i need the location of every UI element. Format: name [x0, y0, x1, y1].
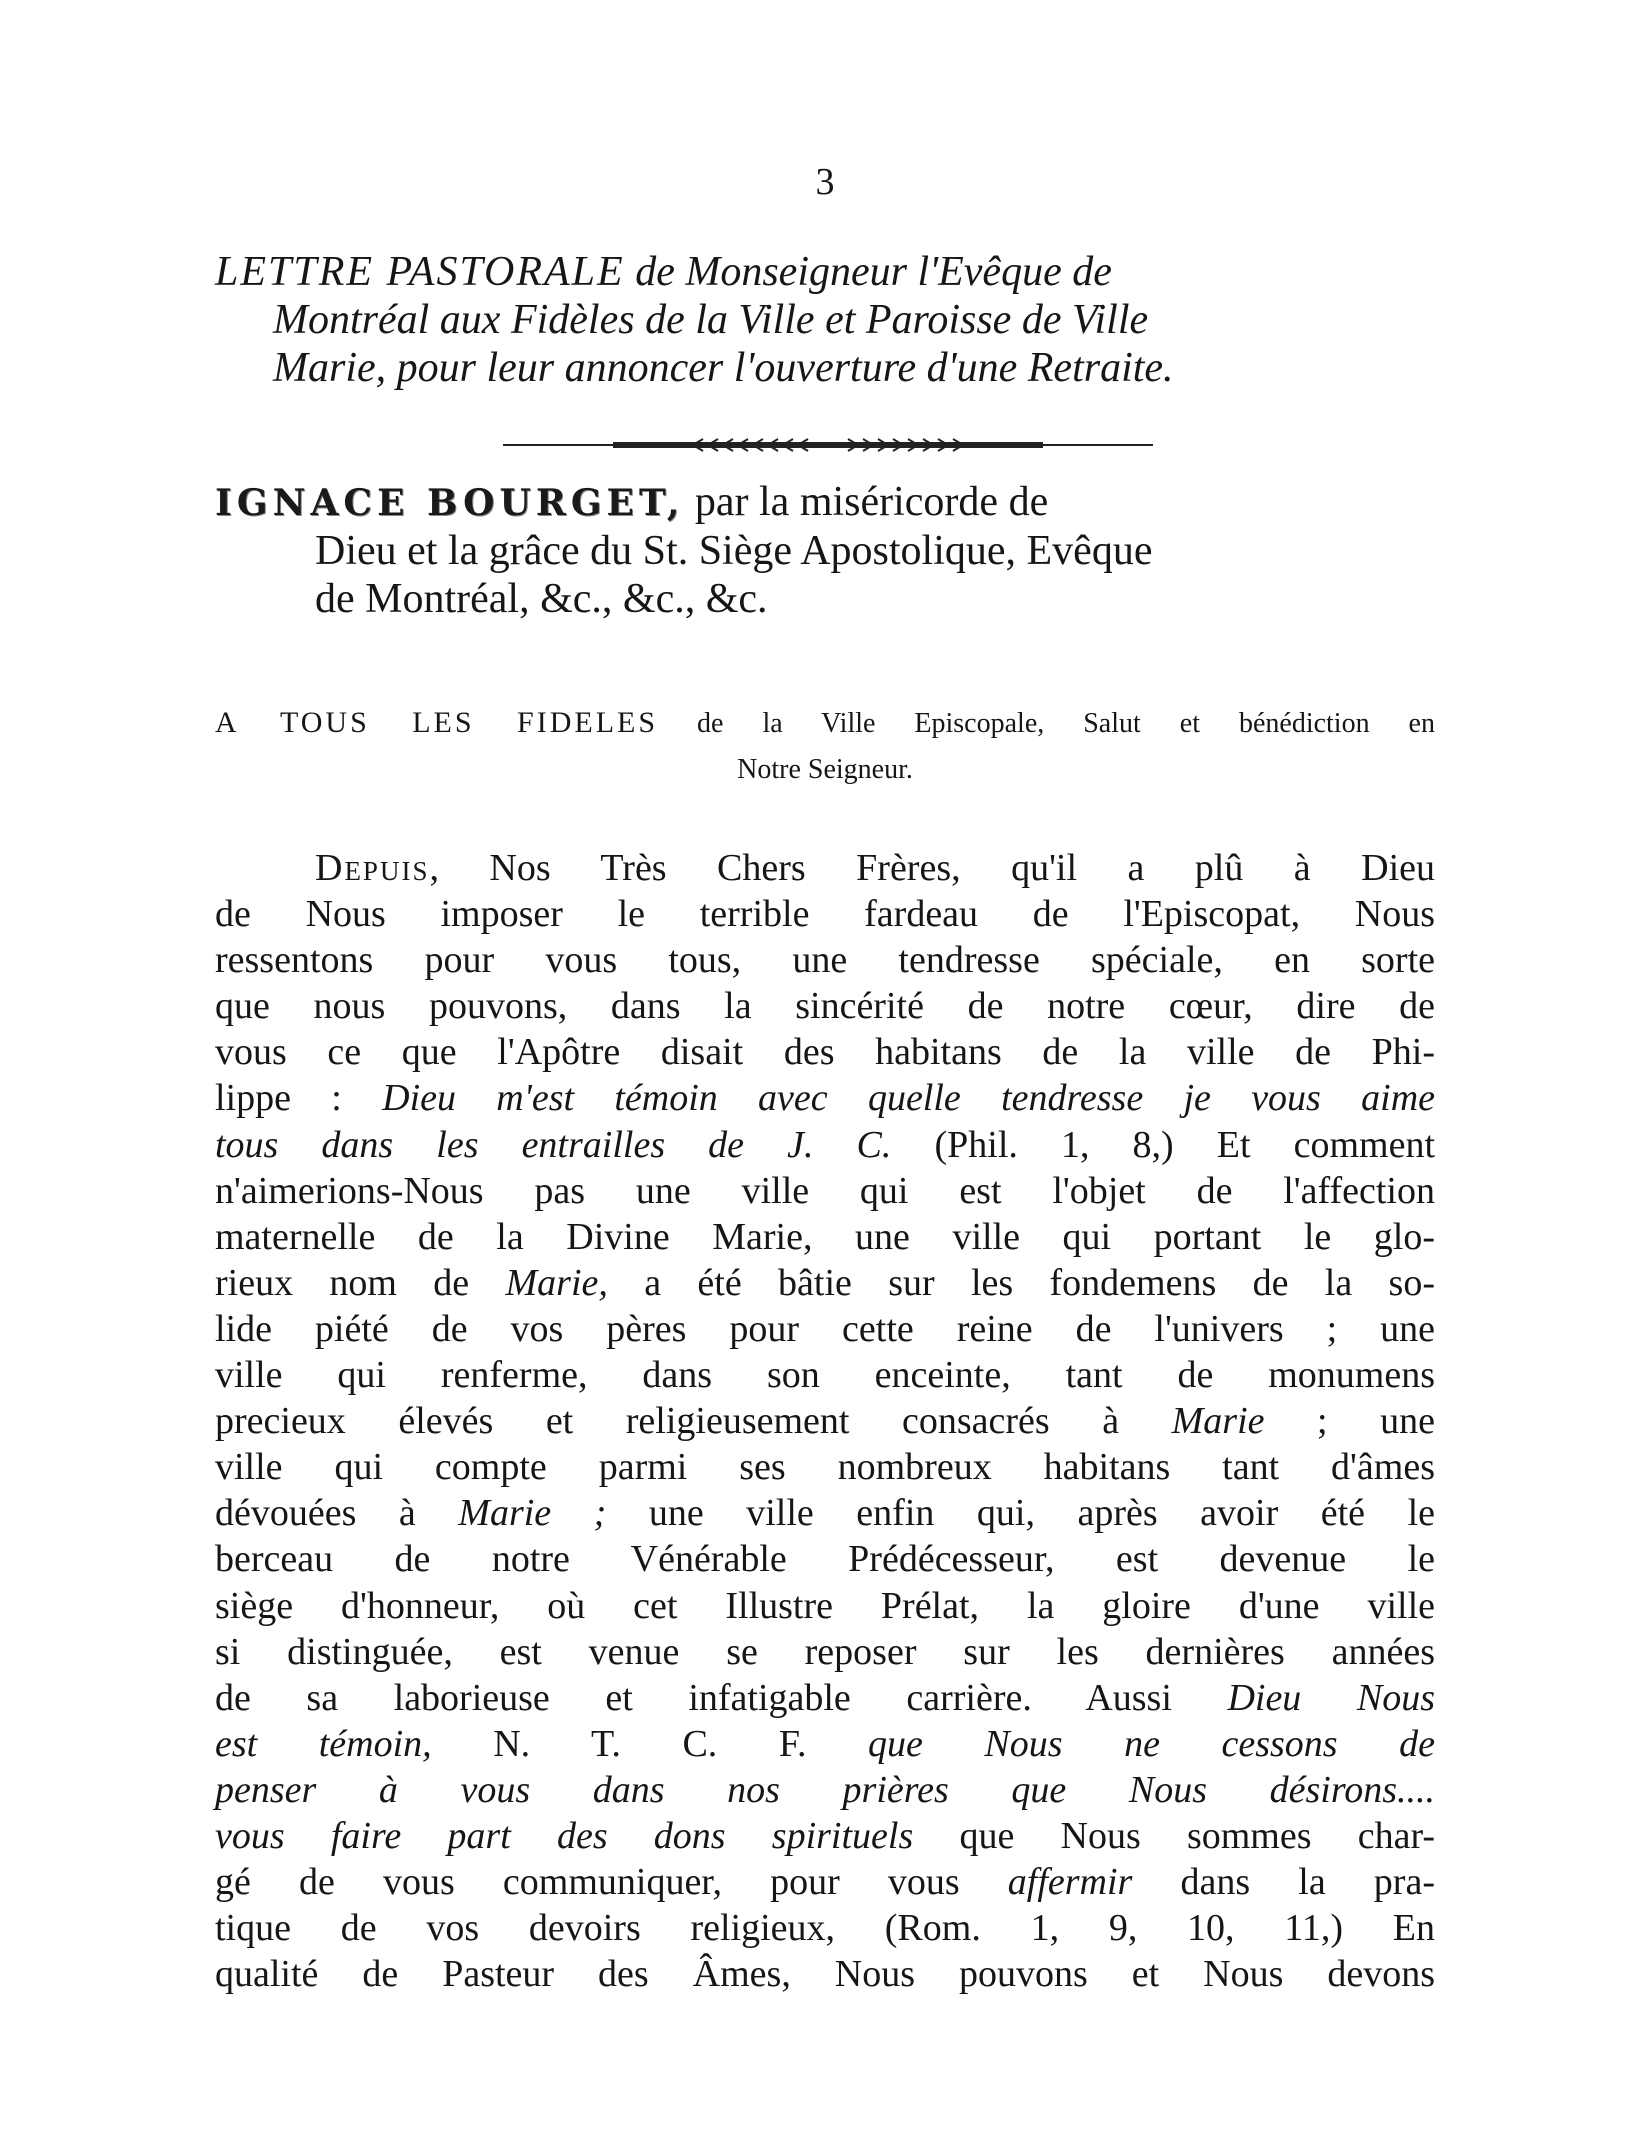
body-line	[215, 1029, 1435, 1075]
body-text-segment: a été bâtie sur les fondemens de la so-	[607, 1261, 1435, 1304]
body-line	[215, 937, 1435, 983]
body-text-segment: dans la pra-	[1132, 1861, 1435, 1904]
body-line	[215, 1490, 1435, 1536]
address-line-2: Notre Seigneur.	[737, 754, 913, 785]
bishop-name: IGNACE BOURGET,	[215, 482, 685, 524]
body-line	[215, 1859, 1435, 1905]
body-line	[215, 845, 1435, 891]
body-text-segment: precieux élevés et religieusement consacrés à	[215, 1400, 1172, 1443]
body-line	[215, 1536, 1435, 1582]
body-line	[215, 1260, 1435, 1306]
italic-text: penser à vous dans nos prières que Nous désirons....	[215, 1768, 1435, 1811]
body-line	[215, 1813, 1435, 1859]
body-text-segment: que Nous sommes char-	[913, 1814, 1435, 1857]
body-text-segment: si distinguée, est venue se reposer sur les dernières années	[215, 1630, 1435, 1673]
salutation-line-1-rest: par la miséricorde de	[684, 479, 1049, 525]
italic-text: Dieu Nous	[1227, 1676, 1435, 1719]
body-paragraph	[215, 845, 1435, 1997]
body-line	[215, 891, 1435, 937]
page-number: 3	[815, 161, 835, 203]
address-to-faithful	[215, 700, 1435, 793]
letter-title-caps: LETTRE PASTORALE	[215, 249, 625, 295]
body-text-segment: rieux nom de	[215, 1261, 506, 1304]
body-text-segment: berceau de notre Vénérable Prédécesseur, est devenue le	[215, 1538, 1435, 1581]
body-text-segment: lippe :	[215, 1077, 383, 1120]
salutation-line-1	[215, 478, 1435, 527]
letter-title-line-3: Marie, pour leur annoncer l'ouverture d'une Retraite.	[273, 345, 1174, 391]
body-line	[215, 1583, 1435, 1629]
body-text-segment: siège d'honneur, où cet Illustre Prélat, la gloire d'une ville	[215, 1584, 1435, 1627]
italic-text: Dieu m'est témoin avec quelle tendresse je vous aime	[382, 1077, 1435, 1120]
salutation-line-3: de Montréal, &c., &c., &c.	[315, 576, 768, 622]
italic-text: affermir	[1007, 1861, 1133, 1904]
body-text-segment: une ville enfin qui, après avoir été le	[606, 1492, 1435, 1535]
body-line	[215, 1675, 1435, 1721]
body-line	[215, 1629, 1435, 1675]
body-text-segment: ville qui compte parmi ses nombreux habitans tant d'âmes	[215, 1446, 1435, 1489]
body-line	[215, 1951, 1435, 1997]
body-text-segment: que nous pouvons, dans la sincérité de notre cœur, dire de	[215, 985, 1435, 1028]
body-text-segment: gé de vous communiquer, pour vous	[215, 1861, 1008, 1904]
body-text-segment: ressentons pour vous tous, une tendresse spéciale, en sorte	[215, 939, 1435, 982]
body-line	[215, 1905, 1435, 1951]
body-text-segment: dévouées à	[215, 1492, 459, 1535]
body-text-segment: ville qui renferme, dans son enceinte, tant de monumens	[215, 1354, 1435, 1397]
body-line	[215, 983, 1435, 1029]
body-line	[215, 1444, 1435, 1490]
address-line-1	[215, 700, 1435, 747]
body-text-segment: qualité de Pasteur des Âmes, Nous pouvons et Nous devons	[215, 1953, 1435, 1996]
body-line	[215, 1168, 1435, 1214]
letter-title-line-2: Montréal aux Fidèles de la Ville et Paroisse de Ville	[273, 297, 1149, 343]
italic-text: Marie,	[505, 1261, 608, 1304]
body-text-segment: , Nos Très Chers Frères, qu'il a plû à Dieu	[429, 847, 1435, 889]
address-caps: A TOUS LES FIDELES	[215, 706, 659, 739]
body-text-segment: lide piété de vos pères pour cette reine de l'univers ; une	[215, 1307, 1435, 1350]
italic-text: tous dans les entrailles de J. C.	[215, 1123, 892, 1166]
body-line	[215, 1306, 1435, 1352]
italic-text: Marie	[1171, 1400, 1265, 1443]
body-line	[215, 1122, 1435, 1168]
letter-title	[215, 248, 1435, 392]
address-line-1-rest: de la Ville Episcopale, Salut et bénédiction en	[658, 708, 1435, 739]
body-text-segment: tique de vos devoirs religieux, (Rom. 1, 9, 10, 11,) En	[215, 1907, 1435, 1950]
italic-text: que Nous ne cessons de	[867, 1722, 1435, 1765]
body-text-segment: de sa laborieuse et infatigable carrière. Aussi	[215, 1676, 1228, 1719]
body-line	[215, 1214, 1435, 1260]
body-text-segment: ; une	[1264, 1400, 1435, 1443]
italic-text: vous faire part des dons spirituels	[215, 1814, 914, 1857]
body-line	[215, 1075, 1435, 1121]
body-line	[215, 1767, 1435, 1813]
body-line	[215, 1352, 1435, 1398]
body-line	[215, 1721, 1435, 1767]
body-line	[215, 1398, 1435, 1444]
letter-title-line-1-rest: de Monseigneur l'Evêque de	[624, 249, 1112, 295]
body-text-segment: maternelle de la Divine Marie, une ville qui portant le glo-	[215, 1215, 1435, 1258]
ornament-divider	[503, 438, 1153, 452]
salutation	[215, 478, 1435, 623]
body-text-segment: N. T. C. F.	[431, 1722, 868, 1765]
letter-title-line-1	[215, 248, 1435, 296]
body-text-segment: n'aimerions-Nous pas une ville qui est l'objet de l'affection	[215, 1169, 1435, 1212]
italic-text: est témoin,	[215, 1722, 432, 1765]
body-text-segment: vous ce que l'Apôtre disait des habitans de la ville de Phi-	[215, 1031, 1435, 1074]
salutation-line-2: Dieu et la grâce du St. Siège Apostolique, Evêque	[315, 528, 1153, 574]
body-text-segment: Depuis	[315, 847, 430, 889]
italic-text: Marie ;	[458, 1492, 607, 1535]
body-text-segment: de Nous imposer le terrible fardeau de l'Episcopat, Nous	[215, 893, 1435, 936]
body-text-segment: (Phil. 1, 8,) Et comment	[891, 1123, 1436, 1166]
